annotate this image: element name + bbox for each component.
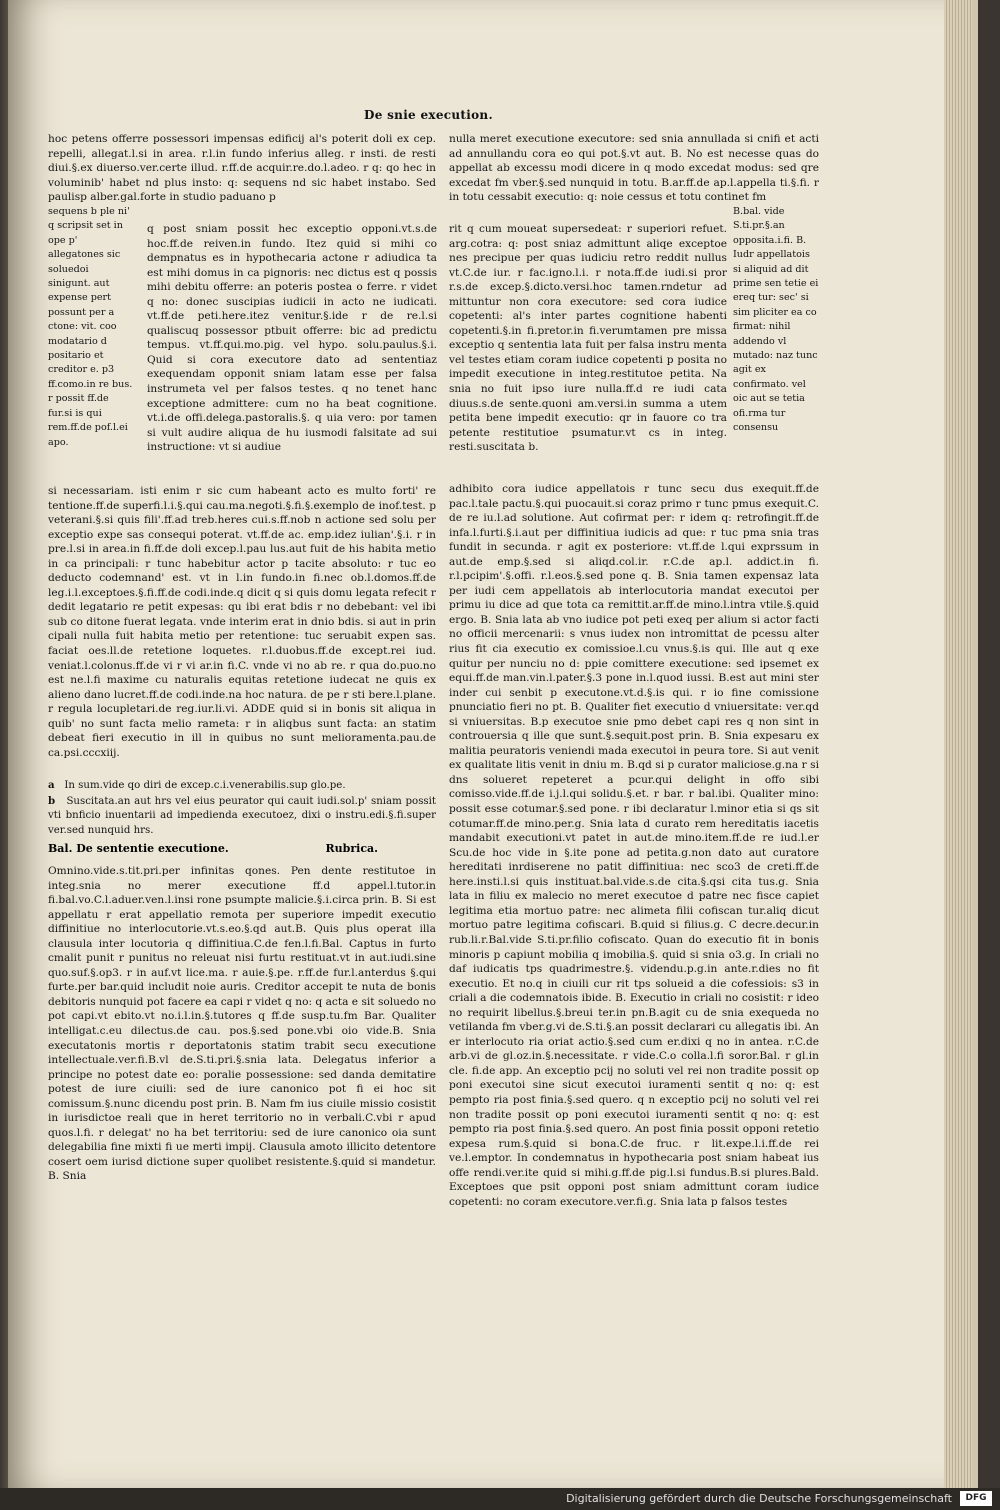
page-block-edge	[944, 0, 972, 1488]
running-head: De snie execution.	[364, 108, 493, 122]
left-lower-block: Omnino.vide.s.tit.pri.per infinitas qones. Pen dente restitutoe in integ.snia no merer executione ff.d appel.l.tutor.in fi.bal.vo.C.l.aduer.ven.l.insi rone psumpte malicie.§.i.circa prin. B. Si est appellatu r erat appellatio remota per superiore impedit executio diffinitiue no interlocutorie.vt.s.eo.§.qd aut.B. Quis plus operat illa clausula inter locutoria q diffinitiua.C.de fen.l.fi.Bal. Captus in furto cmalit punit r punitus no releuat nisi furtu restituat.vt in aut.iudi.sine quo.suf.§.op3. r in auf.vt lice.ma. r auie.§.pe. r.ff.de fur.l.anterdus §.qui furte.per bar.quid includit noie auris. Creditor accepit te nuta de bonis debitoris nunquid pot facere ea capi r videt q no: q acta e sit soluedo no pot capi.vt ebito.vt no.i.l.in.§.tutores q ff.de susp.tu.fm Bar. Qualiter intelligat.c.eu dilectus.de cau. pos.§.sed pone.vbi oio vide.B. Snia executatonis mortis r deportatonis statim trabit secu executione intellectuale.ver.fi.B.vl de.S.ti.pri.§.snia lata. Delegatus inferior a principe no potest date eo: poralie possessione: sed danda demitatire potest de iure ciuili: sed de iure canonico pot fi ei hoc sit comissum.§.nunc dicendu post prin. B. Nam fm ius ciuile missio cosistit in iurisdictoe reali que in heret territorio no in verbali.C.vbi r apud quos.l.fi. r delegat' no ha bet territoriu: sed de iure canonico oia sunt delegabilia fine mixti fi ue merti impij. Clausula amoto illicito detentore cosert oem iurisd dictione super quolibet resistente.§.quid si mandetur. B. Snia	[48, 865, 436, 1183]
section-rubric	[48, 842, 378, 855]
left-intro-text: hoc petens offerre possessori impensas edificij al's poterit doli ex cep. repelli, allegat.l.si in area. r.l.in fundo inferius alleg. r insti. de resti diui.§.ex diuerso.ver.certe illud. r.ff.de acquir.re.do.l.adeo. r q: qo hec in voluminib' habet nd plus insto: q: sequens nd sic habet instabo. Sed paulisp alber.gal.forte in studio paduano p	[48, 133, 436, 204]
left-column-intro	[48, 132, 436, 205]
left-side-gloss: sequens b ple ni' q scripsit set in ope p' allegatones sic soluedoi sinigunt. aut expense pert possunt per a ctone: vit. coo modatario d positario et creditor e. p3 ff.como.in re bus. r possit ff.de fur.si is qui rem.ff.de pof.l.ei apo.	[48, 206, 133, 448]
left-footnotes	[48, 778, 436, 838]
right-middle-block: rit q cum moueat supersedeat: r superiori refuet. arg.cotra: q: post sniaz admittunt aliqe exceptoe nes precipue per quas iudiciu retro reddit nullus vt.C.de iur. r fac.igno.l.i. r nota.ff.de iudi.si pror r.s.de excep.§.dicto.versi.hoc tamen.rndetur ad mittuntur non cora executore: sed cora iudice copetenti: al's inter partes cognitione habenti copetenti.§.in fi.pretor.in fi.verumtamen pre missa exceptio q sententia lata fuit per falsa instru menta vel testes etiam coram iudice copetenti p posita no impedit executione in integ.restitutoe petita. Na snia no fuit ipso iure nulla.ff.d re iudi cata diuus.s.de sente.quoni am.versi.in summa a utem petita bene impedit executio: qr in fauore co tra petente restitutioe psumatur.vt cs in integ. resti.suscitata b.	[449, 223, 727, 454]
footer-credit: Digitalisierung gefördert durch die Deutsche Forschungsgemeinschaft	[566, 1492, 952, 1505]
right-column-top: nulla meret executione executore: sed snia annullada si cnifi et acti ad annullandu cora eo qui pot.§.vt aut. B. No est necesse quas do appellat ab excessu modi dicere in q modo excedat modus: sed qre excedat fm vber.§.sed nunquid in totu. B.ar.ff.de ap.l.appella ti.§.fi. r in totu cessabit executio: q: noie cessus et totu continet fm	[449, 133, 819, 204]
footnote-a: a In sum.vide qo diri de excep.c.i.venerabilis.sup glo.pe.	[48, 779, 346, 791]
dfg-logo: DFG	[960, 1491, 992, 1506]
rubric-label: Rubrica.	[325, 842, 378, 855]
right-lower-block: adhibito cora iudice appellatois r tunc secu dus exequit.ff.de pac.l.tale pactu.§.qui puocauit.si coraz primo r tunc pmus exequit.C. de re iu.l.ad solutione. Aut cofirmat per: r idem q: retrofingit.ff.de infa.l.furti.§.i.aut per diffinitiua iudicis ad que: r tuc pma snia tras fundit in secunda. r agit ex posteriore: vt.ff.de l.qui exprssum in aut.de emp.§.sed si aliqd.col.ir. r.C.de ap.l. addict.in fi. r.l.pcipim'.§.offi. r.l.eos.§.sed pone q. B. Snia tamen expensaz lata per iudi cem appellatois ab interlocutoria mandat executoi per primu iu dice ad que tota ca remittit.ar.ff.de mino.l.intra vtile.§.quid ergo. B. Snia lata ab vno iudice pot peti exeq per alium si actor facti no officii mercenarii: s vnus iudex non intromittat de pcessu alter rius fit cia executio ex comissioe.l.cu vnus.§.is qui. Ille aut q exe quitur per nunciu no d: ppie comittere executione: sed ipsemet ex equi.ff.de man.vin.l.pater.§.3 pone in.l.quod iussi. B.est aut mini ster inder cui senbit p executone.vt.d.§.is qui. r io fine comissione pnunciatio fieri no pt. B. Qualiter fiet executio d vniuersitate: ver.qd si vniuersitas. B.p executoe snie pmo debet capi res q non sint in controuersia q ille que sunt.§.sequit.post prin. B. Snia expesaru ex malitia peuratoris veniendi mada executoi in peura tore. Si aut venit ex qualitate litis venit in dniu m. B.qd si p curator maliciose.g.na r si dns solueret repeteret a pcur.qui delight in offo sibi comisso.vide.ff.de i.j.l.qui solidu.§.et. r bar. r bal.ibi. Qualiter mino: possit esse cotumar.§.sed pone. r ibi declaratur l.minor etia si qs sit cotumar.ff.de mino.per.g. Snia lata d curato rem hereditatis iacetis mandabit executioni.vt patet in aut.de mino.item.ff.de re iud.l.er Scu.de hoc vide in §.ite pone ad petita.g.non dato aut curatore hereditati inrdiserene no patit diffinitiua: nec sco3 de creti.ff.de here.insti.l.si quis instituat.bal.vide.s.de cita.§.qsi cita tus.g. Snia lata in filiu ex malecio no meret executoe d patre nec fisce capiet legitima etia mortuo patre: nec alimeta filii cofiscan tur.aliq dicut mortuo patre legitima cofiscari. B.quid si filius.g. C decre.decur.in rub.li.r.Bal.vide S.ti.pr.filio cofiscato. Quan do executio fit in bonis minoris p capiunt mobilia q imobilia.§. quid si snia o3.g. In criali no daf iudicatis tps quadrimestre.§. videndu.p.g.in ante.r.dies no fit executio. Et no.q in ciuili cur rit tps solueid a die cofessiois: s3 in criali a die codemnatois ibide. B. Executio in criali no cosistit: r ideo no requirit libellus.§.breui ter.in pn.B.agit cu de snia exequeda no vetilanda fm vber.g.vi de.S.ti.§.an possit declarari cu allegatis ibi. An er interlocuto ria oriat actio.§.sed cum er.dixi q no in antea. r.C.de arb.vi de gl.oz.in.§.necessitate. r vide.C.o colla.l.fi soror.Bal. r gl.in cle. fi.de app. An exceptio pcij no soluti vel rei non tradite possit op poni executoi sine sicut executoi iuramenti sentit q no: q: est pempto ria post finia.§.sed quero. q n exceptio pcij no soluti vel rei non tradite possit op poni executoi iuramenti sentit q no: q: est pempto ria post finia.§.sed quero. An post finia possit opponi retetio expesa rum.§.quid si bona.C.de fruc. r lit.expe.l.i.ff.de rei ve.l.emptor. In condemnatus in hypothecaria post sniam habeat ius offe rendi.ver.ite quid si mihi.g.ff.de pig.l.si fundus.B.si plures.Bald. Exceptoes que psit opponi post sniam admittunt coram iudice copetenti: no coram executore.ver.fi.g. Snia lata p falsos testes	[449, 483, 819, 1208]
right-side-gloss: B.bal. vide S.ti.pr.§.an opposita.i.fi. B. Iudr appellatois si aliquid ad dit prime sen tetie ei ereq tur: sec' si sim pliciter ea co firmat: nihil addendo vl mutado: naz tunc agit ex confirmato. vel oic aut se tetia ofi.rma tur consensu	[733, 206, 819, 434]
left-continuation: si necessariam. isti enim r sic cum habeant acto es multo forti' re tentione.ff.de superfi.l.i.§.qui cau.ma.negoti.§.fi.§.exemplo de inof.test. p veterani.§.si quis fili'.ff.ad treb.heres cui.s.ff.nob n actione sed solu per exceptio expe sas consequi poterat. vt.ff.de ac. emp.idez iulian'.§.i. r in pre.l.si in area.in fi.ff.de doli excep.l.pau lus.aut fuit de his habita metio in ca principali: r tunc habebitur actor p tacite absoluto: r tuc eo deducto codemnand' est. vt in l.in fundo.in fi.nec ob.l.domos.ff.de leg.i.l.exceptoes.§.fi.ff.de codi.inde.q dicit q si quis domu legata refecit r dedit legatario re petit expesas: qu ibi erat bdis r no debebant: vel ibi sub co ditone fuerat legata. vnde interim erat in dnio bdis. si aut in prin cipali nulla fuit habita metio per retentione: tuc seruabit expen sas. faciat oes.ll.de retetione loquetes. r.l.duobus.ff.de except.rei iud. veniat.l.colonus.ff.de vi r vi ar.in fi.C. vnde vi no ab re. r qua do.puo.no est ne.l.fi maxime cu naturalis equitas retetione iudecat ne quis ex alieno dano lucret.ff.de codi.inde.na hoc natura. de pe r sti bere.l.plane. r regula locupletari.de reg.iur.li.vi. ADDE quid si in bonis sit aliqua in quib' no sunt facta melio rameta: r in aliqbus sunt facta: an statim debeat fieri executio in ill in quibus no sunt melioramenta.pau.de ca.psi.cccxiij.	[48, 485, 436, 759]
digitization-footer	[0, 1488, 1000, 1510]
left-main-block: q post sniam possit hec exceptio opponi.vt.s.de hoc.ff.de reiven.in fundo. Itez quid si mihi co dempnatus es in hypothecaria actone r adiudica ta est mihi domus in ca pignoris: nec dictus est q possis mihi debitu offerre: an poteris postea o ferre. r videt q no: donec suscipias iudicii in acto ne iudicati. vt.ff.de peti.here.itez venitur.§.ide r de re.l.si qualiscuq possessor ptbuit offerre: bic ad predictu tempus. vt.ff.qui.mo.pig. vel hypo. solu.paulus.§.i. Quid si cora executore dato ad sententiaz exequendam opponit sniam latam esse per falsa instrumeta vel per falsos testes. q no tenet hanc exceptione admittere: cum no ha beat cognitione. vt.i.de offi.delega.pastoralis.§. q uia vero: por tamen si vult audire aliqua de hu iusmodi falsitate ad sui instructione: vt si audiue	[147, 223, 437, 454]
rubric-title: Bal. De sententie executione.	[48, 842, 229, 855]
footnote-b: b Suscitata.an aut hrs vel eius peurator qui cauit iudi.sol.p' sniam possit vti bnficio inuentarii ad impedienda executoez, dixi o instru.edi.§.fi.super ver.sed nunquid hrs.	[48, 794, 437, 836]
